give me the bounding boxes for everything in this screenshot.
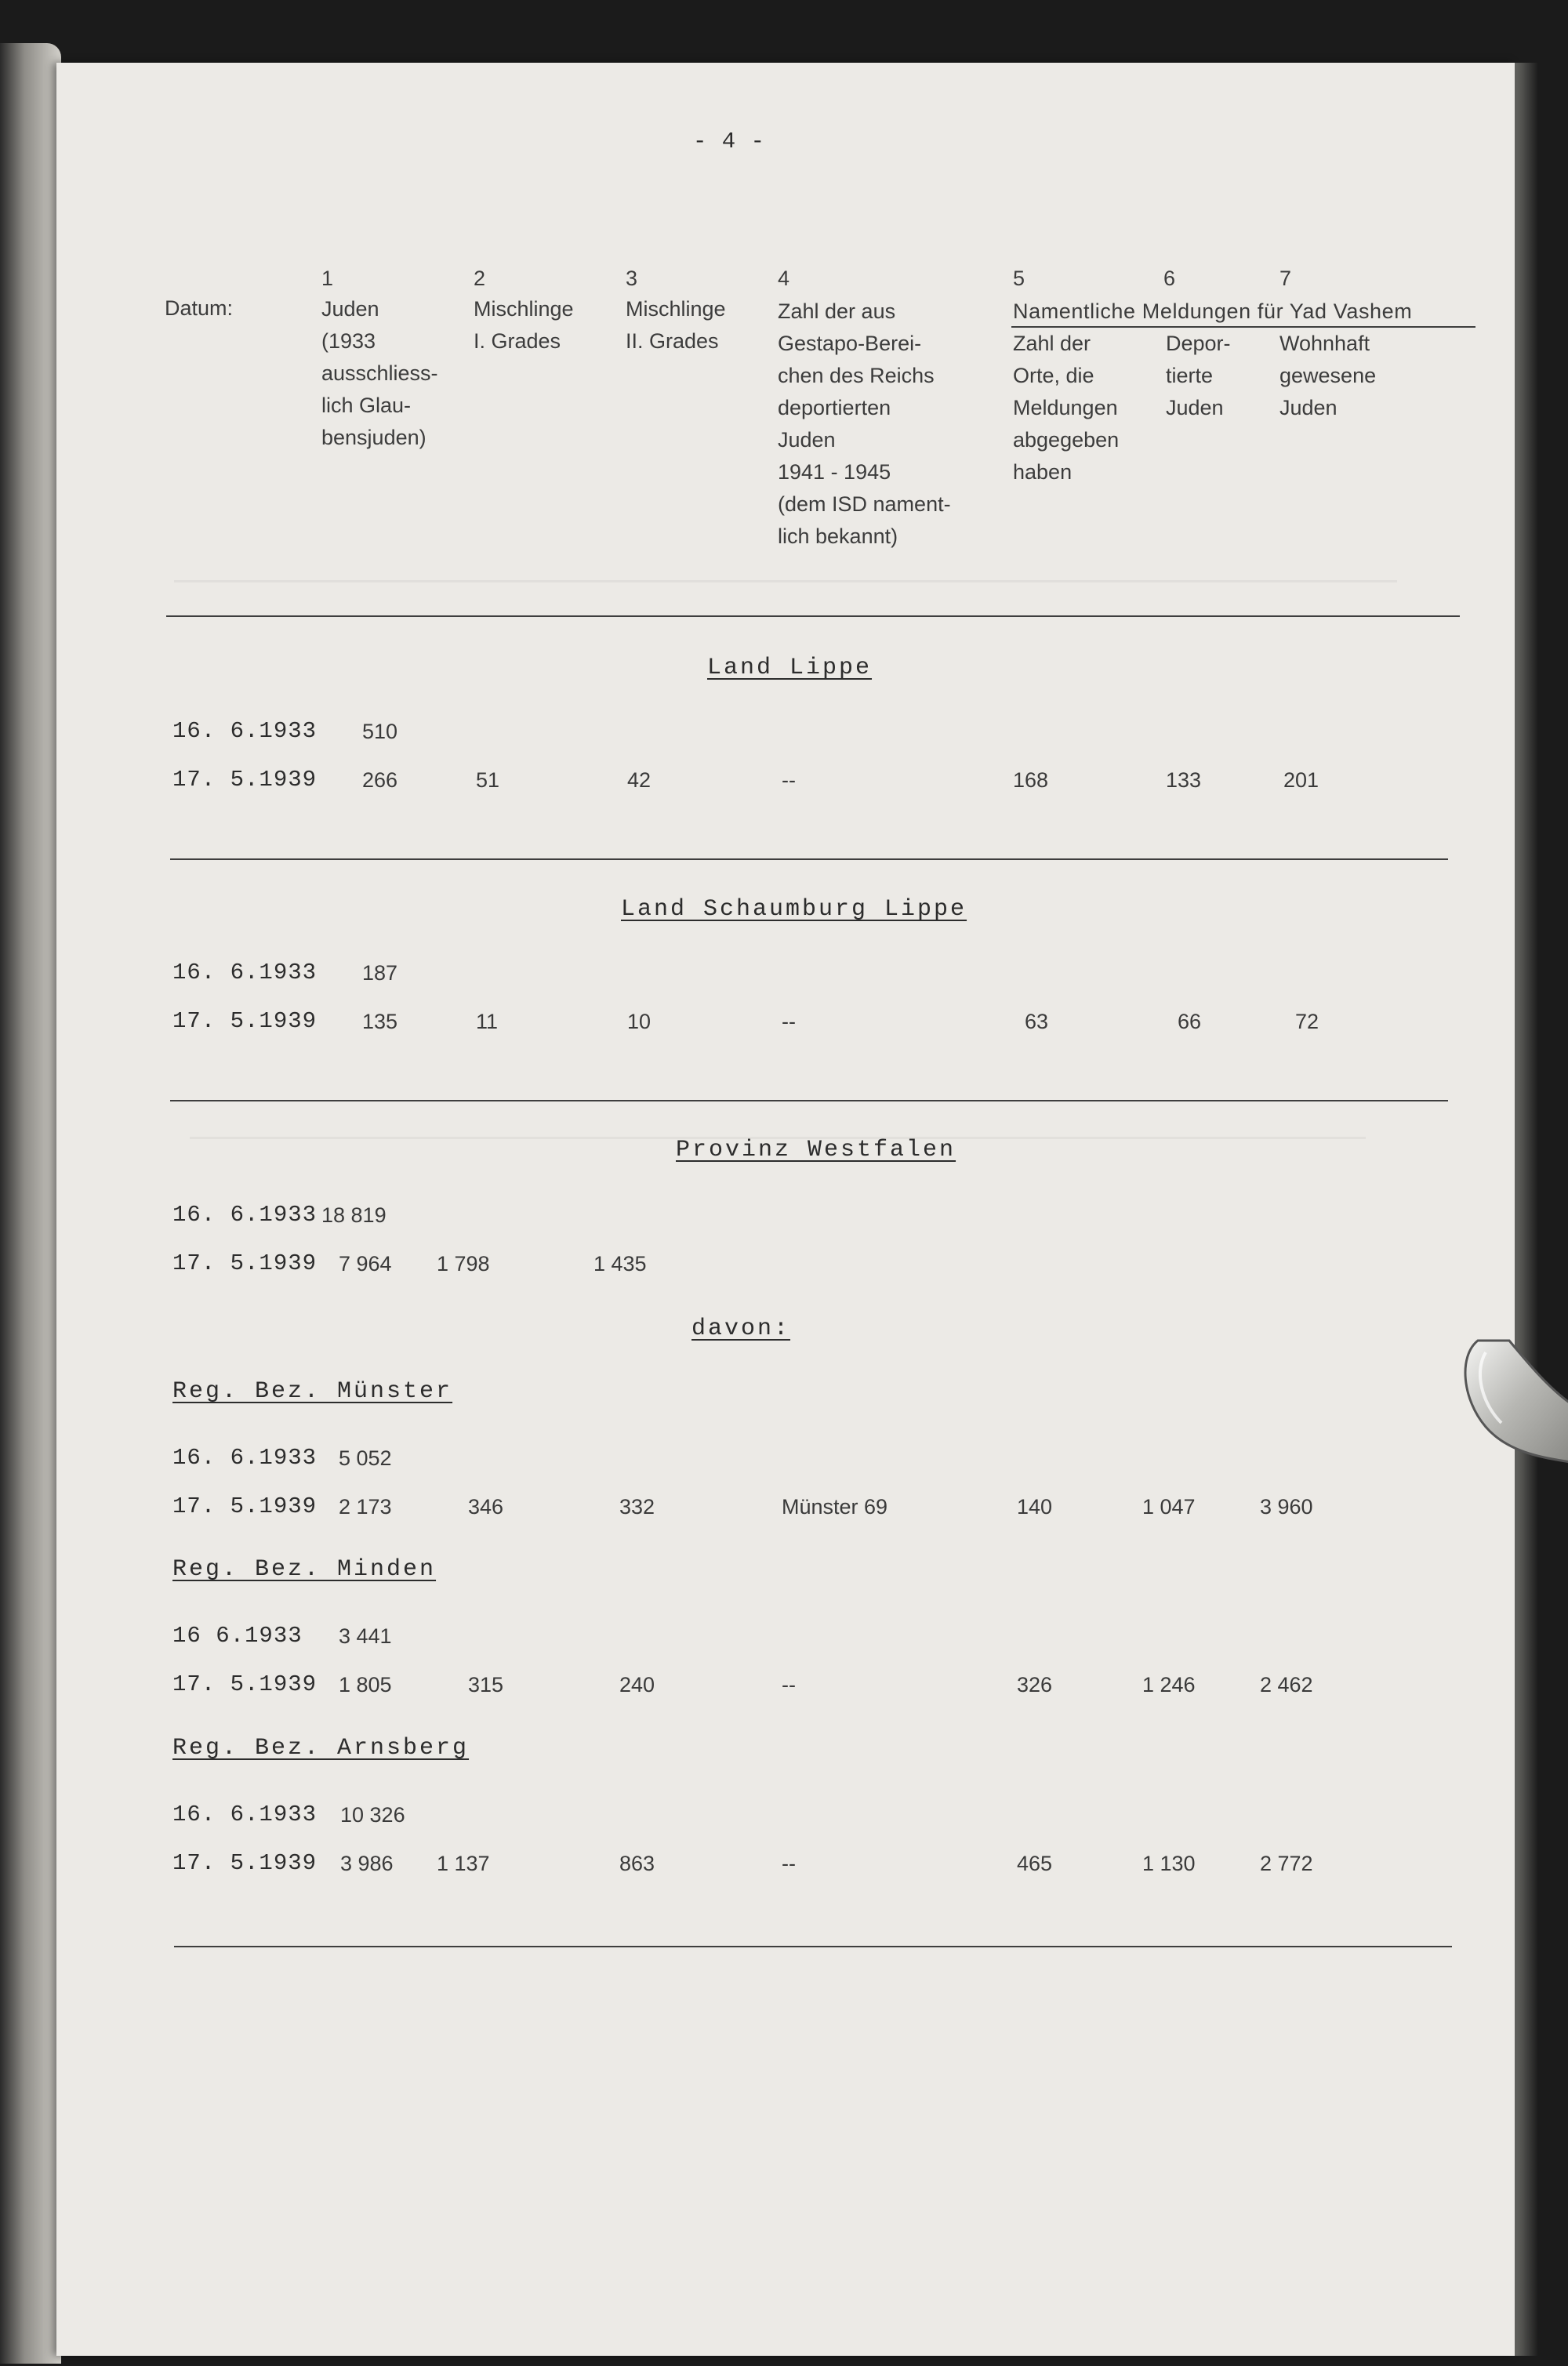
col4-line: Juden [778, 428, 836, 452]
col3-number: 3 [626, 267, 638, 290]
col3-line: Mischlinge [626, 297, 726, 321]
page-shadow [1515, 63, 1538, 2356]
show-through-line [174, 580, 1397, 582]
col4-line: 1941 - 1945 [778, 460, 891, 484]
cell-wohnhaft: 2 772 [1260, 1852, 1313, 1875]
previous-page-edge [0, 43, 61, 2364]
col5-line: haben [1013, 460, 1073, 484]
cell-wohnhaft: 2 462 [1260, 1673, 1313, 1696]
col4-line: (dem ISD nament- [778, 492, 951, 516]
col1-line: (1933 [321, 329, 376, 353]
cell-wohnhaft: 201 [1283, 768, 1319, 792]
cell-orte: 465 [1017, 1852, 1053, 1875]
cell-juden: 266 [362, 768, 398, 792]
cell-juden: 135 [362, 1010, 398, 1033]
col2-number: 2 [474, 267, 486, 290]
col6-line: Depor- [1166, 332, 1231, 355]
row-date: 16. 6.1933 [172, 1802, 318, 1827]
col2-line: I. Grades [474, 329, 561, 353]
cell-mischlinge-2: 332 [619, 1495, 655, 1519]
section-title-reg-bez-muenster: Reg. Bez. Münster [172, 1378, 453, 1405]
row-date: 17. 5.1939 [172, 767, 318, 793]
section-title-reg-bez-minden: Reg. Bez. Minden [172, 1556, 437, 1583]
cell-deportierte: 133 [1166, 768, 1202, 792]
col4-line: chen des Reichs [778, 364, 935, 387]
col1-number: 1 [321, 267, 334, 290]
col7-line: Wohnhaft [1279, 332, 1370, 355]
cell-mischlinge-1: 1 137 [437, 1852, 490, 1875]
col7-line: gewesene [1279, 364, 1377, 387]
cell-mischlinge-2: 42 [627, 768, 652, 792]
cell-deportierte: 66 [1178, 1010, 1202, 1033]
header-divider [166, 615, 1460, 617]
cell-wohnhaft: 72 [1295, 1010, 1319, 1033]
cell-juden: 2 173 [339, 1495, 392, 1519]
datum-label: Datum: [165, 296, 234, 320]
cell-juden: 10 326 [340, 1803, 405, 1827]
col5-line: Orte, die [1013, 364, 1094, 387]
cell-orte: 168 [1013, 768, 1049, 792]
row-date: 17. 5.1939 [172, 1008, 318, 1034]
col4-line: lich bekannt) [778, 524, 898, 548]
row-date: 16 6.1933 [172, 1623, 303, 1649]
cell-deportierte-gestapo: -- [782, 768, 796, 792]
yad-vashem-group-header: Namentliche Meldungen für Yad Vashem [1013, 299, 1413, 323]
row-date: 16. 6.1933 [172, 1202, 318, 1228]
col6-line: tierte [1166, 364, 1214, 387]
cell-deportierte-gestapo: Münster 69 [782, 1495, 888, 1519]
section-divider [170, 1100, 1448, 1101]
col6-line: Juden [1166, 396, 1224, 419]
document-page [56, 63, 1515, 2356]
col1-line: bensjuden) [321, 426, 426, 449]
cell-deportierte: 1 047 [1142, 1495, 1196, 1519]
cell-deportierte-gestapo: -- [782, 1673, 796, 1696]
cell-juden: 7 964 [339, 1252, 392, 1276]
col4-line: Gestapo-Berei- [778, 332, 922, 355]
cell-mischlinge-1: 11 [476, 1010, 499, 1033]
group-header-underline [1011, 326, 1475, 328]
cell-mischlinge-1: 346 [468, 1495, 504, 1519]
cell-mischlinge-2: 863 [619, 1852, 655, 1875]
cell-juden: 187 [362, 961, 398, 985]
cell-deportierte: 1 130 [1142, 1852, 1196, 1875]
section-title-reg-bez-arnsberg: Reg. Bez. Arnsberg [172, 1735, 470, 1762]
cell-juden: 510 [362, 720, 398, 743]
page-number: - 4 - [693, 129, 766, 154]
cell-mischlinge-1: 1 798 [437, 1252, 490, 1276]
cell-wohnhaft: 3 960 [1260, 1495, 1313, 1519]
row-date: 16. 6.1933 [172, 1445, 318, 1471]
table-bottom-rule [174, 1946, 1452, 1947]
col6-number: 6 [1163, 267, 1176, 290]
cell-mischlinge-1: 315 [468, 1673, 504, 1696]
col5-line: Meldungen [1013, 396, 1118, 419]
paper-clip [1454, 1325, 1568, 1466]
row-date: 16. 6.1933 [172, 960, 318, 985]
col7-line: Juden [1279, 396, 1338, 419]
row-date: 17. 5.1939 [172, 1493, 318, 1519]
col4-line: Zahl der aus [778, 299, 896, 323]
col1-line: ausschliess- [321, 361, 438, 385]
cell-juden: 5 052 [339, 1446, 392, 1470]
cell-juden: 18 819 [321, 1203, 387, 1227]
cell-juden: 3 441 [339, 1624, 392, 1648]
col7-number: 7 [1279, 267, 1292, 290]
row-date: 17. 5.1939 [172, 1250, 318, 1276]
col5-line: abgegeben [1013, 428, 1120, 452]
section-title-schaumburg-lippe: Land Schaumburg Lippe [621, 896, 967, 923]
section-title-provinz-westfalen: Provinz Westfalen [676, 1137, 956, 1163]
cell-orte: 140 [1017, 1495, 1053, 1519]
col3-line: II. Grades [626, 329, 719, 353]
row-date: 17. 5.1939 [172, 1850, 318, 1876]
section-title-land-lippe: Land Lippe [707, 655, 873, 681]
cell-mischlinge-2: 240 [619, 1673, 655, 1696]
col2-line: Mischlinge [474, 297, 574, 321]
cell-orte: 63 [1025, 1010, 1049, 1033]
cell-deportierte-gestapo: -- [782, 1010, 796, 1033]
cell-deportierte: 1 246 [1142, 1673, 1196, 1696]
col5-line: Zahl der [1013, 332, 1091, 355]
col4-line: deportierten [778, 396, 891, 419]
cell-juden: 1 805 [339, 1673, 392, 1696]
col4-number: 4 [778, 267, 790, 290]
cell-mischlinge-1: 51 [476, 768, 500, 792]
row-date: 16. 6.1933 [172, 718, 318, 744]
cell-juden: 3 986 [340, 1852, 394, 1875]
row-date: 17. 5.1939 [172, 1671, 318, 1697]
col1-line: Juden [321, 297, 379, 321]
cell-mischlinge-2: 1 435 [593, 1252, 647, 1276]
davon-label: davon: [691, 1315, 791, 1342]
col1-line: lich Glau- [321, 394, 412, 417]
cell-orte: 326 [1017, 1673, 1053, 1696]
cell-mischlinge-2: 10 [627, 1010, 652, 1033]
section-divider [170, 858, 1448, 860]
col5-number: 5 [1013, 267, 1025, 290]
cell-deportierte-gestapo: -- [782, 1852, 796, 1875]
